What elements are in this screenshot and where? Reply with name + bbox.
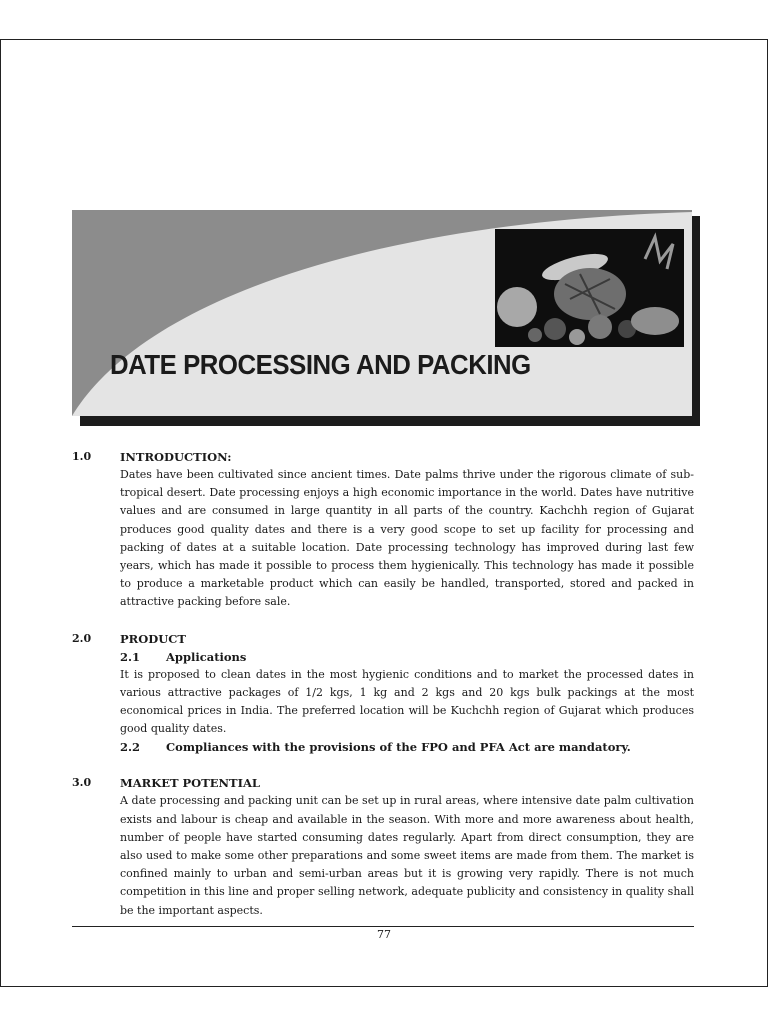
- section-introduction: [72, 448, 694, 612]
- page-number: 77: [377, 928, 391, 941]
- subsection-heading: Applications: [166, 649, 247, 664]
- section-paragraph: A date processing and packing unit can be set up in rural areas, where intensive date palm cultivation exists and labour is cheap and available in the season. With more and more awareness about health, number of people have started consuming dates regularly. Apart from direct consumption, they are also used to make some other preparations and some sweet items are made from them. The market is confined mainly to urban and semi-urban areas but it is growing very rapidly. There is not much competition in this line and proper selling network, adequate publicity and consistency in quality shall be the important aspects.: [120, 794, 694, 917]
- fruit-photo: [495, 229, 684, 347]
- title-banner: [72, 210, 700, 426]
- subsection-applications: [120, 648, 694, 666]
- section-paragraph: Dates have been cultivated since ancient times. Date palms thrive under the rigorous climate of sub-tropical desert. Date processing enjoys a high economic importance in the world. Dates have nutritive values and are consumed in large quantity in all parts of the country. Kachchh region of Gujarat produces good quality dates and there is a very good scope to set up facility for processing and packing of dates at a suitable location. Date processing technology has improved during last few years, which has made it possible to process them hygienically. This technology has made it possible to produce a marketable product which can easily be handled, transported, stored and packed in attractive packing before sale.: [120, 468, 694, 609]
- page-title: DATE PROCESSING AND PACKING: [110, 349, 531, 380]
- section-heading: MARKET POTENTIAL: [120, 776, 260, 791]
- section-heading: PRODUCT: [120, 631, 186, 646]
- section-number: 1.0: [72, 450, 92, 463]
- section-paragraph: It is proposed to clean dates in the most hygienic conditions and to market the processed dates in various attractive packages of 1/2 kgs, 1 kg and 2 kgs and 20 kgs bulk packings at the most economical prices in India. The preferred location will be Kuchchh region of Gujarat which produces good quality dates.: [120, 667, 694, 736]
- subsection-number: 2.2: [120, 740, 141, 755]
- section-product: [72, 630, 694, 757]
- document-body: [72, 448, 694, 938]
- subsection-number: 2.1: [120, 649, 141, 664]
- section-number: 2.0: [72, 631, 92, 645]
- section-heading: INTRODUCTION:: [120, 450, 232, 464]
- section-market-potential: [72, 774, 694, 919]
- section-number: 3.0: [72, 776, 92, 790]
- footer-divider: [72, 926, 694, 927]
- subsection-compliance: [120, 738, 694, 756]
- subsection-heading: Compliances with the provisions of the FPO and PFA Act are mandatory.: [166, 740, 631, 755]
- fruit-illustration: [495, 229, 684, 347]
